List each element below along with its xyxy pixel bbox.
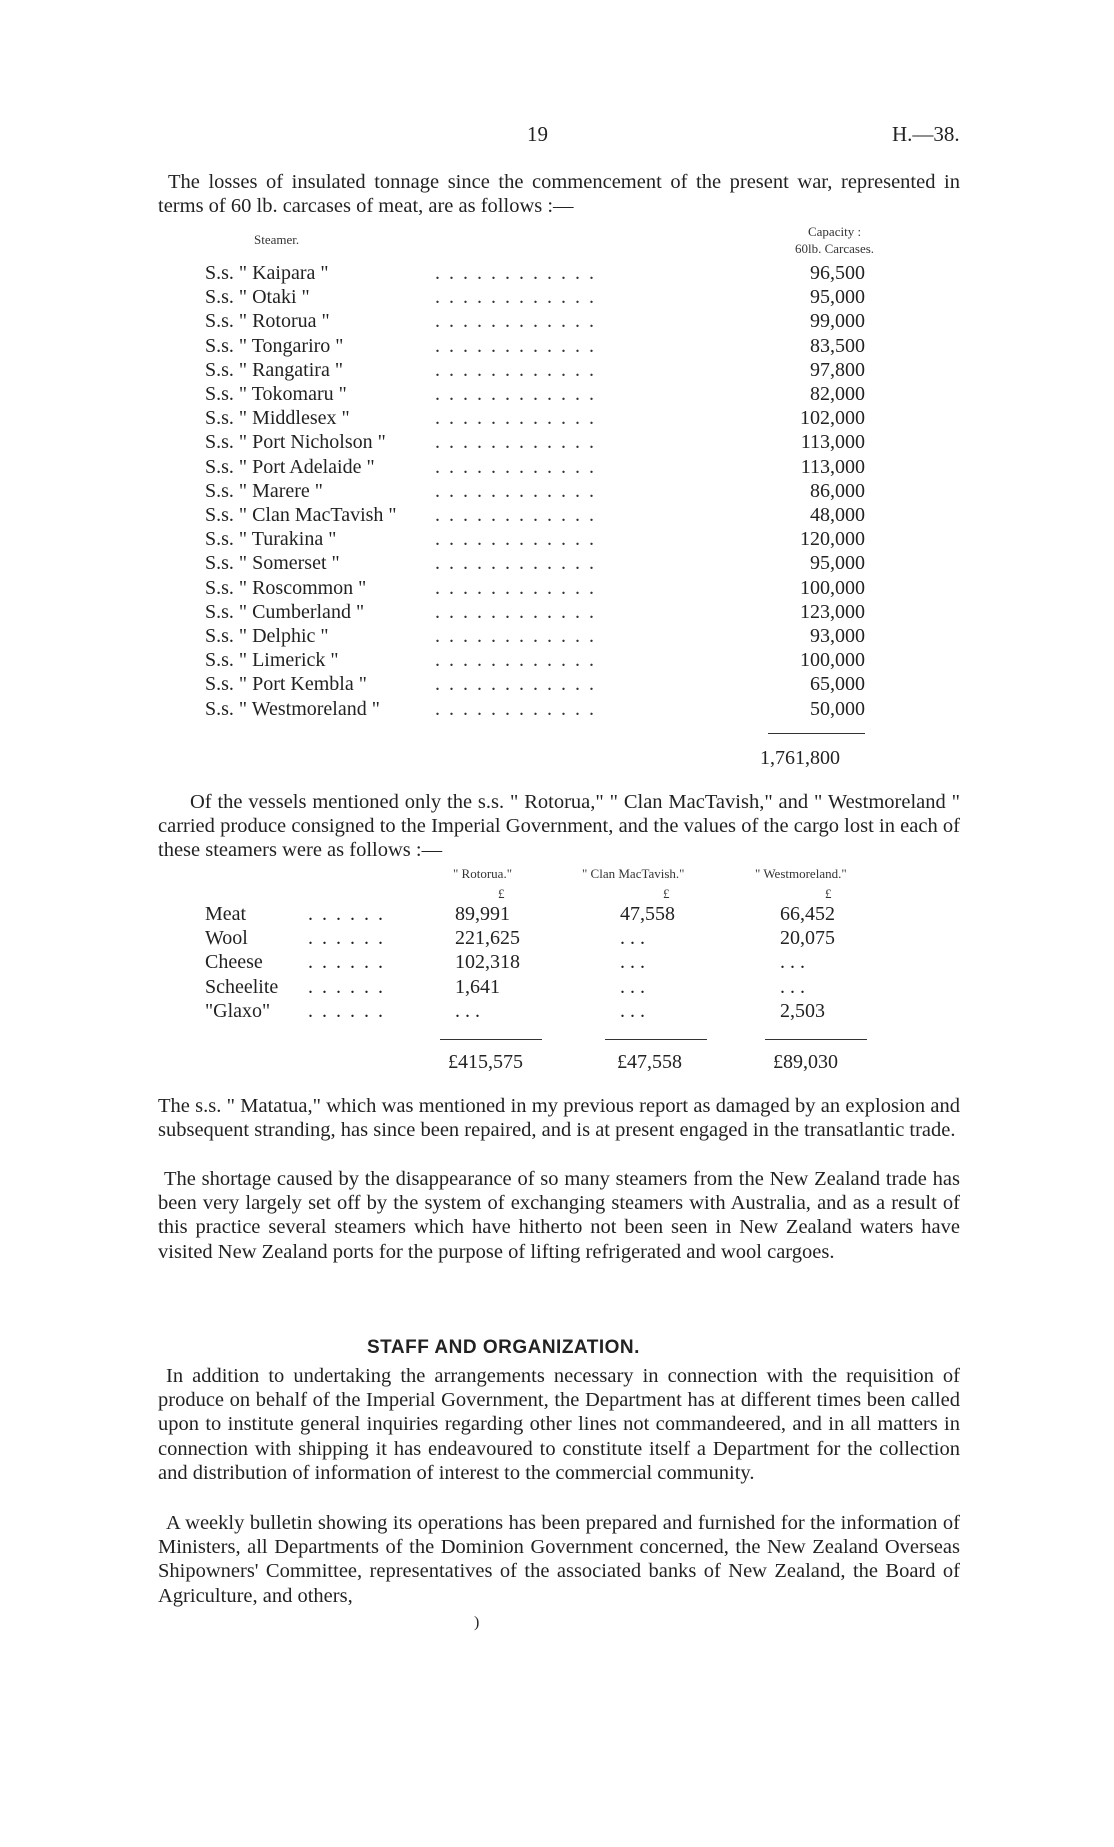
- steamer-name: S.s. " Westmoreland ": [205, 697, 380, 720]
- steamer-name: S.s. " Tokomaru ": [205, 383, 347, 405]
- carcase-capacity: 102,000: [800, 407, 865, 430]
- leader-dots: . . . . . . . . . . . .: [435, 576, 596, 599]
- cargo-value: . . .: [620, 999, 645, 1022]
- leader-dots: . . . . . . . . . . . .: [435, 552, 596, 575]
- cargo-row: [205, 976, 865, 1000]
- cargo-row: [205, 1000, 865, 1024]
- intro-paragraph: The losses of insulated tonnage since the commencement of the present war, represented in terms of 60 lb. carcases of meat, are as follows :—: [158, 171, 960, 218]
- cargo-label: "Glaxo": [205, 999, 271, 1022]
- cargo-row: [205, 927, 865, 951]
- cargo-value: . . .: [455, 999, 480, 1022]
- cargo-label: Wool: [205, 927, 248, 950]
- leader-dots: . . . . . . . . . . . .: [435, 528, 596, 551]
- cargo-row: [205, 951, 865, 975]
- tonnage-row: [205, 286, 865, 310]
- cargo-row: [205, 903, 865, 927]
- cargo-label: Scheelite: [205, 975, 279, 998]
- page-number: 19: [527, 122, 548, 146]
- tonnage-row: [205, 552, 865, 576]
- tonnage-total: 1,761,800: [760, 747, 840, 769]
- cargo-value: . . .: [620, 975, 645, 998]
- leader-dots: . . . . . .: [308, 927, 385, 950]
- leader-dots: . . . . . . . . . . . .: [435, 262, 596, 284]
- cargo-total-westmoreland: £89,030: [773, 1051, 838, 1073]
- cargo-rule-clan-mactavish: [605, 1039, 707, 1040]
- cargo-header-clan-mactavish: " Clan MacTavish.": [582, 866, 685, 881]
- leader-dots: . . . . . . . . . . . .: [435, 625, 596, 647]
- tonnage-row: [205, 383, 865, 407]
- steamer-name: S.s. " Rangatira ": [205, 358, 343, 381]
- tonnage-row: [205, 528, 865, 552]
- tonnage-row: [205, 698, 865, 722]
- tonnage-total-rule: [768, 733, 865, 734]
- carcase-capacity: 113,000: [800, 431, 865, 454]
- cargo-value: 66,452: [780, 903, 835, 925]
- carcase-capacity: 95,000: [810, 286, 865, 309]
- steamer-name: S.s. " Delphic ": [205, 625, 329, 647]
- carcase-capacity: 96,500: [810, 262, 865, 284]
- section-heading: STAFF AND ORGANIZATION.: [367, 1337, 640, 1358]
- tonnage-row: [205, 577, 865, 601]
- carcase-capacity: 123,000: [800, 600, 865, 623]
- leader-dots: . . . . . . . . . . . .: [435, 310, 596, 333]
- tonnage-row: [205, 601, 865, 625]
- leader-dots: . . . . . . . . . . . .: [435, 479, 596, 502]
- tonnage-row: [205, 649, 865, 673]
- cargo-value: . . .: [780, 975, 805, 998]
- leader-dots: . . . . . . . . . . . .: [435, 649, 596, 672]
- carcase-capacity: 100,000: [800, 649, 865, 672]
- currency-clan-mactavish: £: [663, 886, 670, 901]
- cargo-rule-westmoreland: [765, 1039, 867, 1040]
- tonnage-row: [205, 504, 865, 528]
- leader-dots: . . . . . . . . . . . .: [435, 673, 596, 696]
- steamer-name: S.s. " Port Adelaide ": [205, 455, 375, 478]
- tonnage-row: [205, 335, 865, 359]
- tonnage-row: [205, 310, 865, 334]
- cargo-value: 1,641: [455, 975, 500, 998]
- cargo-value: 2,503: [780, 999, 825, 1022]
- cargo-value: . . .: [780, 951, 805, 974]
- leader-dots: . . . . . . . . . . . .: [435, 600, 596, 623]
- steamer-column-header: Steamer.: [254, 232, 300, 247]
- steamer-name: S.s. " Turakina ": [205, 528, 337, 551]
- leader-dots: . . . . . . . . . . . .: [435, 504, 596, 526]
- steamer-name: S.s. " Port Kembla ": [205, 673, 367, 696]
- tonnage-row: [205, 625, 865, 649]
- carcase-capacity: 65,000: [810, 673, 865, 696]
- cargo-value: 20,075: [780, 927, 835, 950]
- carcase-capacity: 48,000: [810, 504, 865, 526]
- steamer-name: S.s. " Roscommon ": [205, 576, 367, 599]
- leader-dots: . . . . . . . . . . . .: [435, 431, 596, 454]
- cargo-header-rotorua: " Rotorua.": [453, 866, 512, 881]
- carcase-capacity: 86,000: [810, 479, 865, 502]
- leader-dots: . . . . . . . . . . . .: [435, 455, 596, 478]
- carcase-capacity: 120,000: [800, 528, 865, 551]
- leader-dots: . . . . . .: [308, 951, 385, 974]
- cargo-value: 47,558: [620, 903, 675, 925]
- cargo-value: 89,991: [455, 903, 510, 925]
- leader-dots: . . . . . .: [308, 999, 385, 1022]
- carcase-capacity: 99,000: [810, 310, 865, 333]
- carcase-capacity: 82,000: [810, 383, 865, 405]
- cargo-total-rotorua: £415,575: [448, 1051, 523, 1073]
- cargo-value: 102,318: [455, 951, 520, 974]
- carcase-capacity: 113,000: [800, 455, 865, 478]
- bulletin-paragraph: A weekly bulletin showing its operations has been prepared and furnished for the information of Ministers, all Departments of the Dominion Government concerned, the New Zealand Overseas Shipowners' Committee, representatives of the associated banks of New Zealand, the Board of Agriculture, and others,: [158, 1512, 960, 1607]
- steamer-name: S.s. " Rotorua ": [205, 310, 330, 333]
- leader-dots: . . . . . . . . . . . .: [435, 358, 596, 381]
- tonnage-row: [205, 431, 865, 455]
- capacity-column-header: Capacity : 60lb. Carcases.: [795, 224, 875, 256]
- shortage-paragraph: The shortage caused by the disappearance of so many steamers from the New Zealand trade has been very largely set off by the system of exchanging steamers with Australia, and as a result of this practice several steamers which have hitherto not been seen in New Zealand waters have visited New Zealand ports for the purpose of lifting refrigerated and wool cargoes.: [158, 1168, 960, 1263]
- vessels-paragraph: Of the vessels mentioned only the s.s. " Rotorua," " Clan MacTavish," and " Westmoreland " carried produce consigned to the Imperial Government, and the values of the cargo lost in each of these steamers were as follows :—: [158, 791, 960, 862]
- steamer-name: S.s. " Tongariro ": [205, 334, 344, 357]
- cargo-value: . . .: [620, 951, 645, 974]
- tonnage-row: [205, 456, 865, 480]
- leader-dots: . . . . . . . . . . . .: [435, 334, 596, 357]
- cargo-header-westmoreland: " Westmoreland.": [755, 866, 847, 881]
- steamer-name: S.s. " Cumberland ": [205, 600, 365, 623]
- cargo-label: Cheese: [205, 951, 263, 974]
- currency-westmoreland: £: [825, 886, 832, 901]
- tonnage-row: [205, 262, 865, 286]
- carcase-capacity: 83,500: [810, 334, 865, 357]
- leader-dots: . . . . . .: [308, 903, 385, 925]
- footer-mark: ): [474, 1614, 480, 1631]
- tonnage-row: [205, 407, 865, 431]
- cargo-label: Meat: [205, 903, 247, 925]
- carcase-capacity: 100,000: [800, 576, 865, 599]
- document-reference: H.—38.: [892, 122, 960, 146]
- leader-dots: . . . . . . . . . . . .: [435, 286, 596, 309]
- steamer-name: S.s. " Marere ": [205, 479, 323, 502]
- cargo-value: . . .: [620, 927, 645, 950]
- steamer-name: S.s. " Otaki ": [205, 286, 310, 309]
- staff-paragraph: In addition to undertaking the arrangements necessary in connection with the requisition of produce on behalf of the Imperial Government, the Department has at different times been called upon to institute general inquiries regarding other lines not commandeered, and in all matters in connection with shipping it has endeavoured to constitute itself a Department for the collection and distribution of information of interest to the commercial community.: [158, 1365, 960, 1484]
- leader-dots: . . . . . . . . . . . .: [435, 383, 596, 405]
- steamer-name: S.s. " Limerick ": [205, 649, 339, 672]
- steamer-name: S.s. " Kaipara ": [205, 262, 329, 284]
- cargo-value: 221,625: [455, 927, 520, 950]
- cargo-rule-rotorua: [440, 1039, 542, 1040]
- tonnage-row: [205, 673, 865, 697]
- steamer-name: S.s. " Somerset ": [205, 552, 340, 575]
- tonnage-row: [205, 480, 865, 504]
- carcase-capacity: 93,000: [810, 625, 865, 647]
- steamer-name: S.s. " Port Nicholson ": [205, 431, 386, 454]
- matatua-paragraph: The s.s. " Matatua," which was mentioned in my previous report as damaged by an explosion and subsequent stranding, has since been repaired, and is at present engaged in the transatlantic trade.: [158, 1095, 960, 1142]
- carcase-capacity: 95,000: [810, 552, 865, 575]
- carcase-capacity: 50,000: [810, 697, 865, 720]
- currency-rotorua: £: [498, 886, 505, 901]
- leader-dots: . . . . . .: [308, 975, 385, 998]
- leader-dots: . . . . . . . . . . . .: [435, 407, 596, 430]
- carcase-capacity: 97,800: [810, 358, 865, 381]
- steamer-name: S.s. " Middlesex ": [205, 407, 350, 430]
- leader-dots: . . . . . . . . . . . .: [435, 697, 596, 720]
- tonnage-row: [205, 359, 865, 383]
- steamer-name: S.s. " Clan MacTavish ": [205, 504, 397, 526]
- cargo-total-clan-mactavish: £47,558: [617, 1051, 682, 1073]
